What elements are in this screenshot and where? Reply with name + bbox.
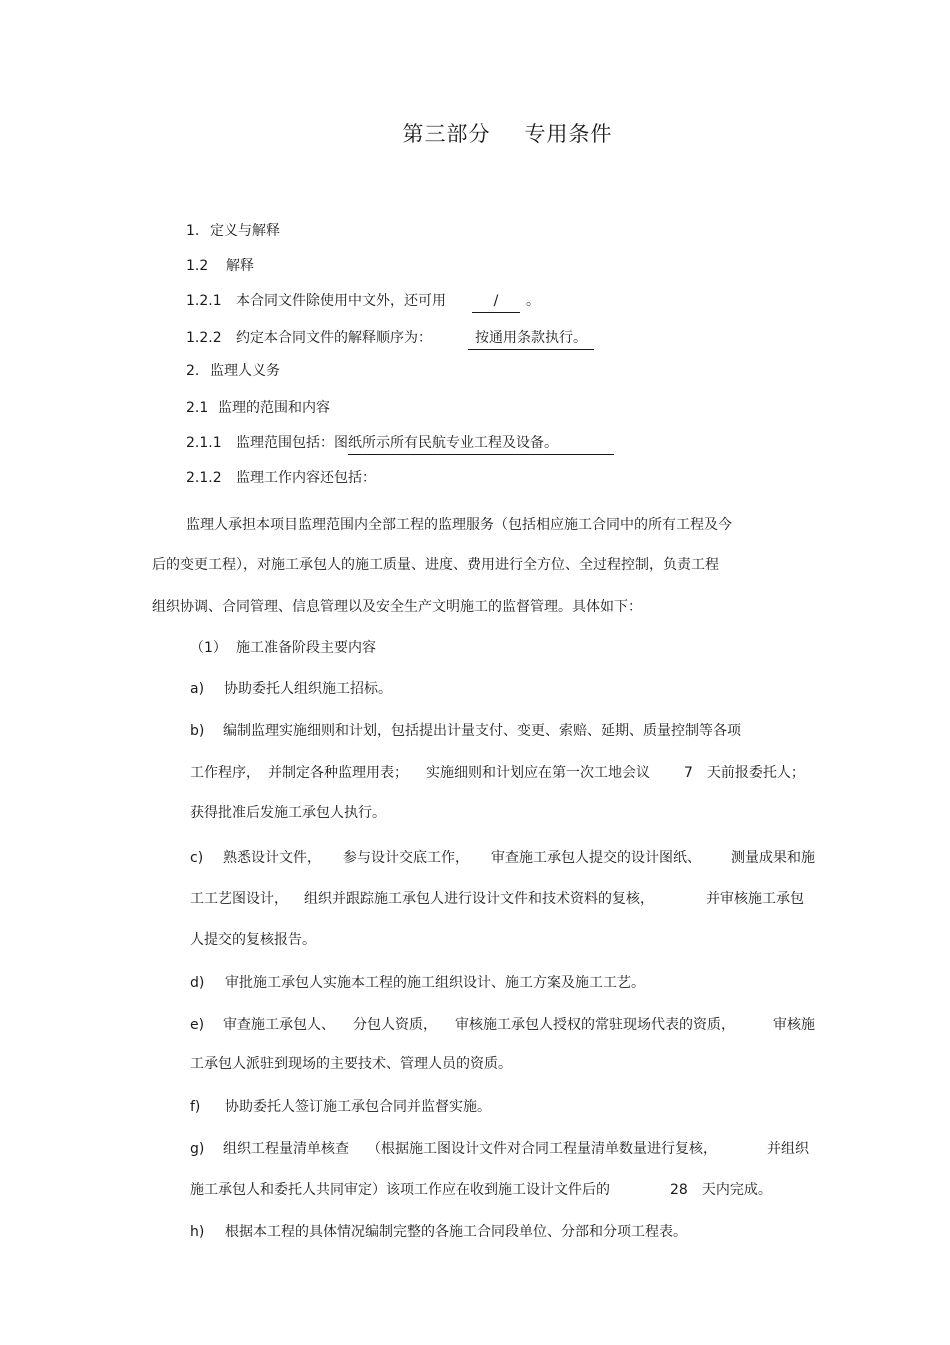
section-1-heading: 1. 定义与解释 [186,223,280,239]
item-c-line-3: 人提交的复核报告。 [190,932,316,948]
section-1-2-heading: 1.2 解释 [186,258,254,274]
item-h: h) 根据本工程的具体情况编制完整的各施工合同段单位、分部和分项工程表。 [190,1224,687,1240]
scope-blank: 纸所示所有民航专业工程及设备。 [348,433,614,455]
item-c-line-1: c) 熟悉设计文件， 参与设计交底工作， 审查施工承包人提交的设计图纸、 测量成果和施 [190,850,815,866]
item-e-line-1: e) 审查施工承包人、 分包人资质， 审核施工承包人授权的常驻现场代表的资质， 审核施 [190,1017,815,1033]
item-f: f) 协助委托人签订施工承包合同并监督实施。 [190,1099,491,1115]
item-g-line-2: 施工承包人和委托人共同审定）该项工作应在收到施工设计文件后的 28 天内完成。 [190,1182,772,1198]
item-b-line-1: b) 编制监理实施细则和计划，包括提出计量支付、变更、索赔、延期、质量控制等各项 [190,723,741,739]
item-e-line-2: 工承包人派驻到现场的主要技术、管理人员的资质。 [190,1056,512,1072]
clause-2-1-2: 2.1.2 监理工作内容还包括： [186,470,376,486]
intro-line-1: 监理人承担本项目监理范围内全部工程的监理服务（包括相应施工合同中的所有工程及今 [186,517,732,533]
title-name: 专用条件 [524,122,613,146]
item-c-line-2: 工工艺图设计， 组织并跟踪施工承包人进行设计文件和技术资料的复核， 并审核施工承包 [190,891,804,907]
clause-1-2-1: 1.2.1 本合同文件除使用中文外，还可用 / 。 [186,291,540,313]
section-2-1-heading: 2.1 监理的范围和内容 [186,400,330,416]
language-blank: / [472,291,520,313]
intro-line-2: 后的变更工程），对施工承包人的施工质量、进度、费用进行全方位、全过程控制，负责工程 [152,557,719,573]
clause-2-1-1: 2.1.1 监理范围包括：图纸所示所有民航专业工程及设备。 [186,433,614,455]
section-2-heading: 2. 监理人义务 [186,363,280,379]
item-a: a) 协助委托人组织施工招标。 [190,681,392,697]
item-b-line-3: 获得批准后发施工承包人执行。 [190,805,386,821]
title-part: 第三部分 [402,122,491,146]
interpretation-order-blank: 按通用条款执行。 [468,328,594,350]
item-b-line-2: 工作程序， 并制定各种监理用表； 实施细则和计划应在第一次工地会议 7 天前报委托人； [190,765,805,781]
intro-line-3: 组织协调、合同管理、信息管理以及安全生产文明施工的监督管理。具体如下： [152,599,642,615]
clause-1-2-2: 1.2.2 约定本合同文件的解释顺序为： 按通用条款执行。 [186,328,594,350]
stage-1-heading: （1） 施工准备阶段主要内容 [190,640,376,656]
item-g-line-1: g) 组织工程量清单核查 （根据施工图设计文件对合同工程量清单数量进行复核， 并组织 [190,1141,809,1157]
page-title [0,118,950,148]
item-d: d) 审批施工承包人实施本工程的施工组织设计、施工方案及施工工艺。 [190,975,645,991]
